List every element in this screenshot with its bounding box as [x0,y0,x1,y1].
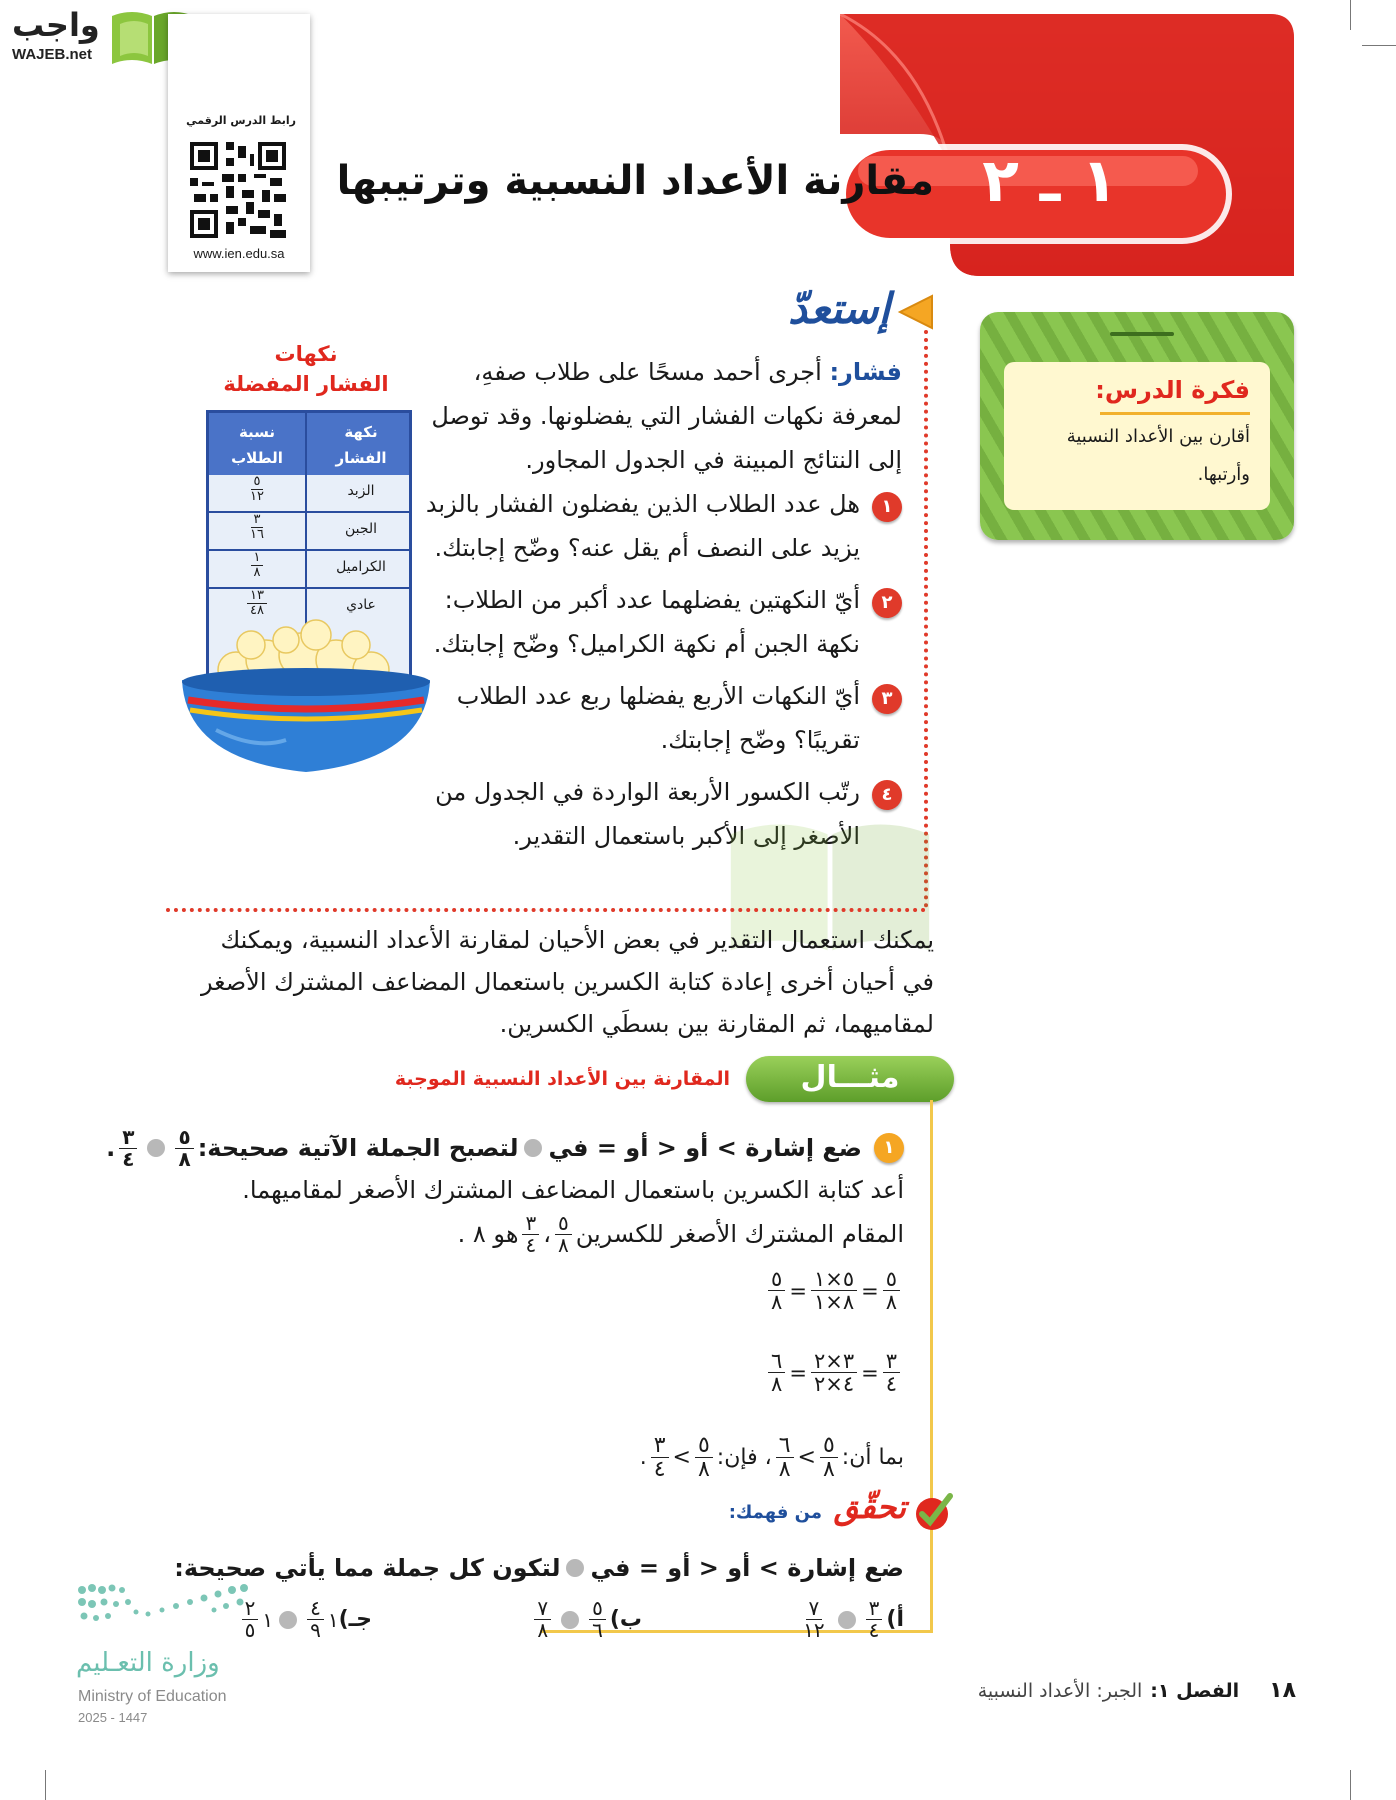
question-2-line-2: نكهة الجبن أم نكهة الكراميل؟ وضّح إجابتك. [433,630,860,658]
exercise-c: جـ) ١ $\frac{٤}{٩}$ ١ $\frac{٢}{٥}$ [238,1598,372,1641]
question-text: أيّ النكهات الأربع يفضلها ربع عدد الطلاب [456,682,860,710]
comparison-circle-icon [524,1139,542,1157]
example-title: المقارنة بين الأعداد النسبية الموجبة [394,1068,730,1090]
ready-intro-2: لمعرفة نكهات الفشار التي يفضلونها. وقد توصل [431,402,902,430]
example-step-2-end: هو ٨ . [457,1220,519,1248]
body-line-3: لمقاميهما، ثم المقارنة بين بسطَي الكسرين. [499,1010,934,1038]
section-divider [166,908,926,912]
qr-code-icon [190,142,286,238]
brand-logo[interactable] [8,6,188,68]
question-number: ١ [872,492,902,522]
question-text: هل عدد الطلاب الذين يفضلون الفشار بالزبد [425,490,860,518]
idea-title: فكرة الدرس: [1095,376,1250,404]
equation-2: $\frac{٣}{٤}$ = $\frac{٣\times ٢}{٤\times ٢}$ = $\frac{٦}{٨}$ [764,1350,904,1395]
check-instruction [174,1546,904,1590]
comparison-circle-icon[interactable] [561,1611,579,1629]
flavor-cell: عادي [346,597,376,613]
crop-mark-right [1362,45,1396,46]
fraction: $\frac{٣}{٤}$ [522,1213,539,1256]
table-row [209,551,409,587]
body-line-1: يمكنك استعمال التقدير في بعض الأحيان لمقارنة الأعداد النسبية، ويمكنك [220,926,934,954]
example-step-1: أعد كتابة الكسرين باستعمال المضاعف المشترك الأصغر لمقاميهما. [242,1176,904,1204]
page-number: ١٨ [1269,1678,1296,1703]
question-4-line-2: الأصغر إلى الأكبر باستعمال التقدير. [512,822,860,850]
example-step-2-text: المقام المشترك الأصغر للكسرين [575,1220,904,1248]
question-3-line-2: تقريبًا؟ وضّح إجابتك. [660,726,860,754]
exercise-a: أ) $\frac{٣}{٤}$ $\frac{٧}{١٢}$ [803,1596,904,1642]
exercise-label: ب) [609,1607,642,1632]
check-heading: تحقّق [833,1488,906,1526]
example-instruction-text-2: لتصبح الجملة الآتية صحيحة: [197,1134,519,1162]
question-number: ٣ [872,684,902,714]
idea-underline [1100,412,1250,415]
checkmark-icon [912,1492,954,1532]
question-3 [457,674,902,718]
popcorn-figure [176,340,436,780]
qr-card[interactable] [168,14,310,272]
example-instruction: ١ ضع إشارة > أو < أو = في لتصبح الجملة الآتية صحيحة: $\frac{٥}{٨}$ $\frac{٣}{٤}$ . [106,1126,904,1170]
ministry-name-ar: وزارة التعـليم [76,1648,220,1678]
lesson-idea-box [980,312,1294,540]
exercise-label: جـ) [338,1607,372,1632]
flavor-cell: الجبن [344,521,378,537]
example-number: ١ [874,1133,904,1163]
flavor-cell: الكراميل [336,559,386,575]
crop-mark-bottom [1350,1770,1351,1800]
question-text: رتّب الكسور الأربعة الواردة في الجدول من [435,778,860,806]
equation-1: $\frac{٥}{٨}$ = $\frac{٥\times ١}{٨\times ١}$ = $\frac{٥}{٨}$ [764,1268,904,1313]
ratio-cell: $\frac{٥}{١٢}$ [250,474,264,504]
comparison-circle-icon[interactable] [838,1611,856,1629]
question-1-line-2: يزيد على النصف أم يقل عنه؟ وضّح إجابتك. [434,534,860,562]
conclusion-text: بما أن: [841,1445,904,1471]
ratio-cell: $\frac{١}{٨}$ [209,551,305,579]
example-step-2: المقام المشترك الأصغر للكسرين $\frac{٥}{٨}$ ، $\frac{٣}{٤}$ هو ٨ . [457,1210,904,1257]
check-instruction-text-2: لتكون كل جملة مما يأتي صحيحة: [174,1554,561,1582]
question-4 [435,770,902,814]
brand-name-ar: واجب [12,6,100,44]
ready-arrow-icon [896,292,936,332]
ready-heading: إستعدّ [788,284,890,333]
flavor-cell: الزبد [347,483,375,499]
comparison-circle-icon [147,1139,165,1157]
idea-text-1: أقارن بين الأعداد النسبية [1066,426,1250,447]
table-row [209,513,409,549]
question-1 [426,482,902,526]
ratio-cell: $\frac{٣}{١٦}$ [250,512,264,542]
qr-url[interactable]: www.ien.edu.sa [193,246,285,261]
col-header-flavor: نكهة الفشار [335,423,387,467]
ratio-cell: $\frac{١٣}{٤٨}$ [209,589,305,617]
ministry-logo-icon [76,1580,252,1632]
crop-mark-left [45,1770,46,1800]
check-instruction-text: ضع إشارة > أو < أو = في [590,1554,904,1582]
popcorn-bowl-icon [176,600,436,780]
lesson-number: ١ ـ ٢ [982,146,1118,216]
crop-mark-top [1350,0,1351,30]
question-number: ٢ [872,588,902,618]
ministry-name-en: Ministry of Education [78,1688,227,1705]
table-title-1: نكهات [274,342,338,366]
comparison-circle-icon[interactable] [279,1611,297,1629]
exercise-label: أ) [886,1607,904,1632]
conclusion-text-2: ، فإن: [716,1445,772,1471]
example-instruction-text: ضع إشارة > أو < أو = في [548,1134,862,1162]
lesson-title: مقارنة الأعداد النسبية وترتيبها [336,158,934,204]
idea-text-2: وأرتبها. [1197,464,1250,485]
fraction: $\frac{٣}{٤}$ [119,1127,137,1170]
question-text: أيّ النكهتين يفضلهما عدد أكبر من الطلاب: [444,586,860,614]
ready-intro-1 [474,350,902,394]
exercise-b: ب) $\frac{٥}{٦}$ $\frac{٧}{٨}$ [530,1598,642,1641]
fraction: $\frac{٥}{٨}$ [555,1213,572,1256]
chapter-title: الجبر: الأعداد النسبية [977,1679,1143,1702]
body-line-2: في أحيان أخرى إعادة كتابة الكسرين باستعمال المضاعف المشترك الأصغر [200,968,934,996]
table-title-2: الفشار المفضلة [223,372,389,396]
ministry-year: 2025 - 1447 [78,1710,148,1725]
question-2 [445,578,902,622]
example-label-text: مثـــال [800,1060,900,1095]
page-footer [978,1678,1296,1703]
idea-panel [1004,362,1270,510]
fraction: $\frac{٥}{٨}$ [175,1127,193,1170]
chapter-label: الفصل ١: [1150,1679,1240,1702]
qr-label: رابط الدرس الرقمي [186,114,296,127]
example-label [746,1056,954,1102]
ready-topic: فشار: [829,358,902,386]
table-row [209,475,409,511]
ready-intro-text-1: أجرى أحمد مسحًا على طلاب صفهِ، [473,358,822,386]
col-header-ratio: نسبة الطلاب [231,423,283,467]
example-conclusion: بما أن: $\frac{٥}{٨}$ > $\frac{٦}{٨}$ ، فإن: $\frac{٥}{٨}$ > $\frac{٣}{٤}$ . [639,1433,904,1483]
example-border [930,1100,933,1630]
comparison-circle-icon [566,1559,584,1577]
question-number: ٤ [872,780,902,810]
check-sub: من فهمك: [728,1502,822,1523]
brand-name-en: WAJEB.net [12,46,93,63]
ready-intro-3: إلى النتائج المبينة في الجدول المجاور. [525,446,902,474]
idea-divider [1110,332,1174,336]
